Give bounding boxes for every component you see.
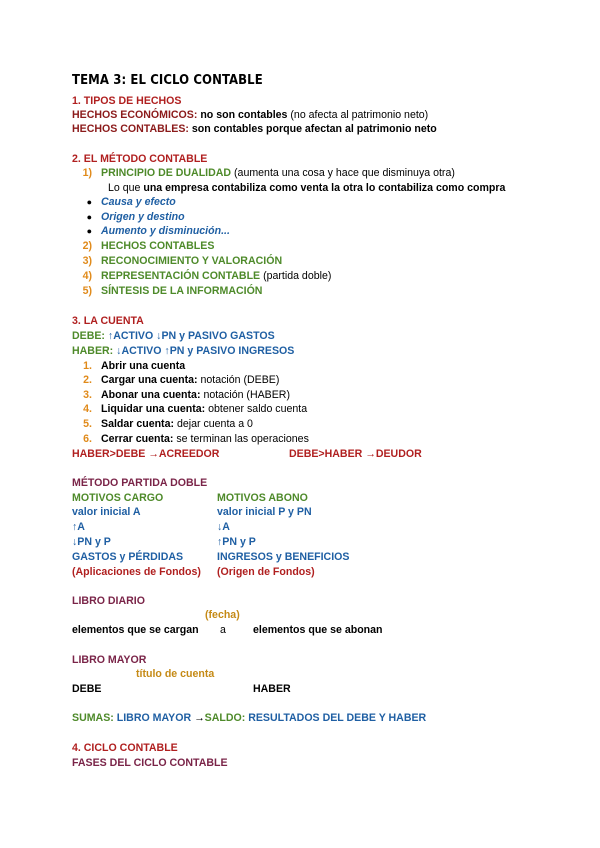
hechos-economicos-bold: no son contables [200, 109, 288, 121]
step-rest: obtener saldo cuenta [208, 403, 308, 415]
hechos-contables-line [72, 123, 437, 136]
step-rest: notación (HABER) [203, 389, 290, 401]
step-bold: Abrir una cuenta [101, 360, 186, 372]
sumas-value: LIBRO MAYOR [116, 712, 192, 724]
step-bold: Cargar una cuenta: [101, 374, 198, 386]
step-bold: Saldar cuenta: [101, 418, 175, 430]
step-bold: Cerrar cuenta: [101, 433, 174, 445]
saldo-label: SALDO: [204, 712, 246, 724]
principio-dualidad-label: PRINCIPIO DE DUALIDAD [101, 167, 232, 179]
page-title: TEMA 3: EL CICLO CONTABLE [72, 73, 263, 88]
item-number: 2) [82, 240, 92, 252]
cuenta-step [72, 418, 253, 431]
section-3-heading: 3. LA CUENTA [72, 315, 144, 327]
step-rest: notación (DEBE) [200, 374, 280, 386]
principio-dualidad-rest: (aumenta una cosa y hace que disminuya otra) [234, 167, 455, 179]
detail-bold: una empresa contabiliza como venta la otra lo contabiliza como compra [143, 182, 506, 194]
haber-label: HABER: [72, 345, 114, 357]
step-bold: Liquidar una cuenta: [101, 403, 206, 415]
bullet-item-1 [72, 196, 176, 209]
metodo-item-2 [72, 240, 214, 253]
cuenta-step [72, 374, 279, 387]
step-number: 4. [83, 403, 92, 415]
debe-label: DEBE: [72, 330, 105, 342]
section-4-heading: 4. CICLO CONTABLE [72, 742, 178, 754]
debe-line [72, 330, 275, 343]
detail-pre: Lo que [108, 182, 141, 194]
saldo-value: RESULTADOS DEL DEBE Y HABER [248, 712, 427, 724]
fases-ciclo-heading: FASES DEL CICLO CONTABLE [72, 757, 228, 769]
abono-item: ↓A [217, 521, 230, 533]
item-number: 3) [82, 255, 92, 267]
haber-line [72, 345, 294, 358]
item-text: SÍNTESIS DE LA INFORMACIÓN [101, 285, 263, 297]
haber-rest: ↓ACTIVO ↑PN y PASIVO INGRESOS [116, 345, 295, 357]
bullet-item-2 [72, 211, 185, 224]
metodo-item-3 [72, 255, 282, 268]
abono-item: ↑PN y P [217, 536, 256, 548]
cuenta-step [72, 403, 307, 416]
step-number: 6. [83, 433, 92, 445]
item-number: 4) [82, 270, 92, 282]
motivos-abono-heading: MOTIVOS ABONO [217, 492, 308, 504]
abono-note: (Origen de Fondos) [217, 566, 315, 578]
motivos-cargo-heading: MOTIVOS CARGO [72, 492, 164, 504]
item-text: RECONOCIMIENTO Y VALORACIÓN [101, 255, 283, 267]
diario-a: a [220, 624, 226, 636]
item-number: 5) [82, 285, 92, 297]
item-number: 1) [82, 167, 92, 179]
libro-diario-heading: LIBRO DIARIO [72, 595, 145, 607]
bullet-text: Causa y efecto [101, 196, 176, 208]
cuenta-step [72, 360, 185, 373]
abono-item: INGRESOS y BENEFICIOS [217, 551, 350, 563]
libro-mayor-heading: LIBRO MAYOR [72, 654, 147, 666]
bullet-text: Aumento y disminución... [101, 225, 230, 237]
section-1-heading: 1. TIPOS DE HECHOS [72, 95, 182, 107]
cargo-item: valor inicial A [72, 506, 141, 518]
bullet-icon: ● [86, 226, 92, 236]
cargo-note: (Aplicaciones de Fondos) [72, 566, 201, 578]
arrow-icon: → [194, 712, 205, 724]
cargo-item: ↑A [72, 521, 85, 533]
hechos-contables-label: HECHOS CONTABLES: [72, 123, 189, 135]
metodo-item-1-detail [108, 182, 505, 195]
step-bold: Abonar una cuenta: [101, 389, 201, 401]
bullet-text: Origen y destino [101, 211, 185, 223]
diario-cargan: elementos que se cargan [72, 624, 199, 636]
hechos-economicos-rest: (no afecta al patrimonio neto) [290, 109, 429, 121]
abono-item: valor inicial P y PN [217, 506, 312, 518]
item-rest: (partida doble) [263, 270, 332, 282]
hechos-economicos-label: HECHOS ECONÓMICOS: [72, 109, 198, 121]
step-rest: se terminan las operaciones [176, 433, 309, 445]
metodo-item-4 [72, 270, 331, 283]
step-number: 3. [83, 389, 92, 401]
cargo-item: GASTOS y PÉRDIDAS [72, 551, 184, 563]
hechos-economicos-line [72, 109, 428, 122]
section-2-heading: 2. EL MÉTODO CONTABLE [72, 153, 208, 165]
step-number: 2. [83, 374, 92, 386]
step-number: 1. [83, 360, 92, 372]
rule-deudor: DEBE>HABER →DEUDOR [289, 448, 422, 460]
metodo-item-1 [72, 167, 455, 180]
bullet-item-3 [72, 225, 230, 238]
metodo-item-5 [72, 285, 262, 298]
mayor-debe: DEBE [72, 683, 102, 695]
item-text: REPRESENTACIÓN CONTABLE [101, 270, 261, 282]
cargo-item: ↓PN y P [72, 536, 111, 548]
sumas-label: SUMAS: [72, 712, 114, 724]
diario-abonan: elementos que se abonan [253, 624, 383, 636]
mayor-haber: HABER [253, 683, 291, 695]
cuenta-step [72, 389, 290, 402]
step-rest: dejar cuenta a 0 [176, 418, 253, 430]
step-number: 5. [83, 418, 92, 430]
debe-rest: ↑ACTIVO ↓PN y PASIVO GASTOS [107, 330, 275, 342]
bullet-icon: ● [86, 212, 92, 222]
titulo-cuenta: título de cuenta [136, 668, 215, 680]
partida-doble-heading: MÉTODO PARTIDA DOBLE [72, 477, 208, 489]
sumas-line [72, 712, 426, 725]
fecha-label: (fecha) [205, 609, 240, 621]
bullet-icon: ● [86, 197, 92, 207]
rule-acreedor: HABER>DEBE →ACREEDOR [72, 448, 220, 460]
hechos-contables-bold: son contables porque afectan al patrimonio neto [191, 123, 437, 135]
item-text: HECHOS CONTABLES [101, 240, 215, 252]
cuenta-step [72, 433, 309, 446]
